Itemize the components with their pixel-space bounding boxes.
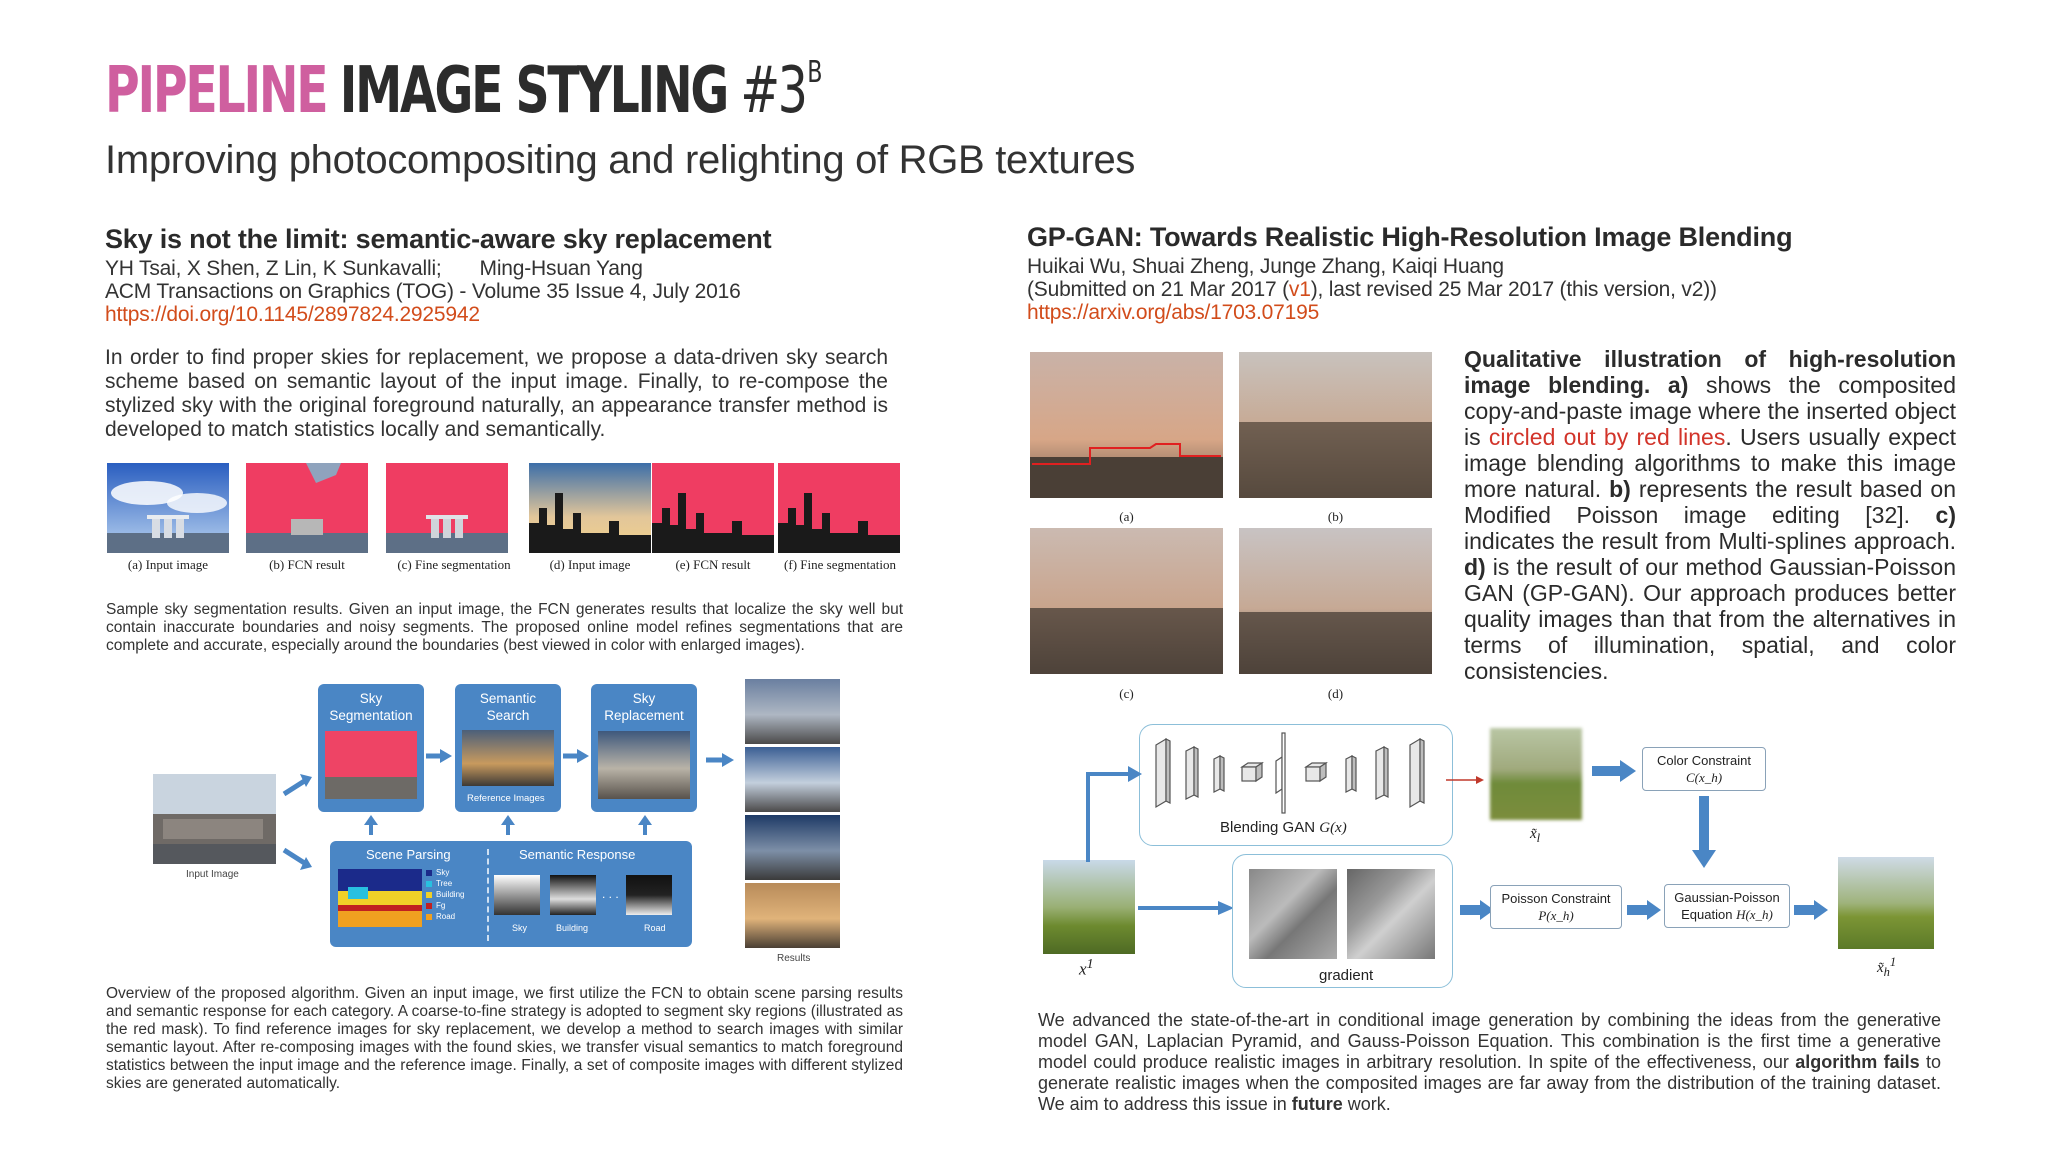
- arrow-x1-to-gradient: [1138, 898, 1236, 918]
- grid-image-c: [1030, 528, 1223, 674]
- up-arrow-3: [637, 815, 653, 835]
- response-road: [626, 875, 672, 915]
- strip-fcn-result-e: [652, 463, 774, 553]
- reference-thumbnails: [462, 730, 554, 786]
- result-image-2: [745, 747, 840, 812]
- strip-input-image-d: [529, 463, 651, 553]
- x-tilde-h-label: $x̃_h^1$: [1877, 955, 1897, 979]
- right-paper-authors: Huikai Wu, Shuai Zheng, Junge Zhang, Kaiqi Huang: [1027, 255, 1504, 278]
- left-paper-title: Sky is not the limit: semantic-aware sky replacement: [105, 224, 772, 254]
- scene-parsing-panel: Scene Parsing Semantic Response Sky Tree Building Fg Road . . . Sky Building Road: [330, 841, 692, 947]
- legend-item: [426, 889, 464, 900]
- strip-label-f: (f) Fine segmentation: [784, 557, 896, 572]
- gradient-box: [1232, 854, 1453, 988]
- result-image-4: [745, 883, 840, 948]
- legend-swatch: [426, 870, 432, 876]
- diagram-input-image: [153, 774, 276, 864]
- left-paper-venue: ACM Transactions on Graphics (TOG) - Volume 35 Issue 4, July 2016: [105, 280, 741, 303]
- scene-legend: [426, 867, 464, 922]
- strip-label-e: (e) FCN result: [675, 557, 751, 572]
- qualitative-description: Qualitative illustration of high-resolution image blending. a) shows the composited copy-and-paste image where the inserted object is circled out by red lines. Users usually expect image blending algorithms to make this image more natural. b) represents the result based on Modified Poisson image editing [32]. c) indicates the result from Multi-splines approach. d) is the result of our method Gaussian-Poisson GAN (GP-GAN). Our approach produces better quality images than that from the alternatives in terms of illumination, spatial, and color consistencies.: [1464, 346, 1957, 684]
- legend-label: Road: [436, 912, 456, 921]
- blending-gan-label: Blending GAN G(x): [1220, 819, 1347, 836]
- v1-link[interactable]: v1: [1288, 278, 1311, 301]
- left-paper-abstract: In order to find proper skies for replacement, we propose a data-driven sky search scheme based on semantic layout of the input image. Finally, to re-compose the stylized sky with the original foreground naturally, an appearance transfer method is developed to match statistics locally and semantically.: [105, 346, 888, 441]
- arrow-to-gp-equation: [1627, 898, 1663, 922]
- grid-label-c: (c): [1119, 686, 1134, 701]
- sky-seg-thumbnail: [325, 731, 417, 799]
- grid-label-a: (a): [1119, 509, 1134, 524]
- grid-image-a: [1030, 352, 1223, 498]
- up-arrow-1: [363, 815, 379, 835]
- strip-fine-segmentation-c: [386, 463, 508, 553]
- gan-output-arrow: [1446, 774, 1486, 786]
- legend-swatch: [426, 914, 432, 920]
- response-building: [550, 875, 596, 915]
- up-arrow-2: [500, 815, 516, 835]
- results-label: Results: [777, 953, 811, 964]
- legend-swatch: [426, 892, 432, 898]
- arrow-x1-to-gan: [1080, 760, 1146, 864]
- title-image-styling: IMAGE STYLING: [339, 54, 728, 128]
- red-highlight-text: circled out by red lines: [1488, 424, 1726, 450]
- right-paper-title: GP-GAN: Towards Realistic High-Resolution Image Blending: [1027, 222, 1793, 252]
- legend-item: [426, 900, 464, 911]
- page-subtitle: Improving photocompositing and relighting of RGB textures: [105, 138, 1136, 182]
- legend-swatch: [426, 881, 432, 887]
- gp-equation-box: Gaussian-Poisson Equation H(x_h): [1664, 884, 1790, 928]
- x-tilde-l-label: $x̃_l$: [1530, 826, 1541, 845]
- strip-label-b: (b) FCN result: [269, 557, 345, 572]
- input-x1-image: [1043, 860, 1135, 954]
- legend-item: [426, 867, 464, 878]
- strip-input-image-a: [107, 463, 229, 553]
- arrow-seg-to-search: [426, 748, 454, 764]
- legend-swatch: [426, 903, 432, 909]
- sky-replacement-thumbnail: [598, 731, 690, 799]
- gradient-image-2: [1347, 869, 1435, 959]
- sky-replacement-box: Sky Replacement: [591, 684, 697, 812]
- page-title: [105, 54, 820, 134]
- strip-fcn-result-b: [246, 463, 368, 553]
- result-image-1: [745, 679, 840, 744]
- semantic-search-box: Semantic Search Reference Images: [455, 684, 561, 812]
- diagram-input-image-label: Input Image: [186, 869, 239, 880]
- legend-label: Sky: [436, 868, 450, 877]
- gradient-image-1: [1249, 869, 1337, 959]
- response-sky: [494, 875, 540, 915]
- arrow-to-color-constraint: [1592, 758, 1638, 784]
- right-paper-arxiv-link[interactable]: https://arxiv.org/abs/1703.07195: [1027, 301, 1320, 324]
- color-constraint-box: Color Constraint C(x_h): [1642, 747, 1766, 791]
- title-number: $\#3^B$: [740, 54, 821, 128]
- arrow-to-output: [1794, 898, 1830, 922]
- high-res-output-image: [1838, 857, 1934, 949]
- strip-label-c: (c) Fine segmentation: [397, 557, 511, 572]
- input-arrows: [280, 770, 316, 870]
- left-paper-authors: YH Tsai, X Shen, Z Lin, K Sunkavalli; Ming-Hsuan Yang: [105, 257, 643, 280]
- result-image-3: [745, 815, 840, 880]
- encoder-decoder-icon: [1150, 731, 1446, 815]
- arrow-to-results: [706, 752, 738, 768]
- legend-label: Tree: [436, 879, 453, 888]
- blending-gan-box: [1139, 724, 1453, 846]
- gradient-label: gradient: [1319, 967, 1374, 984]
- sky-segmentation-box: Sky Segmentation: [318, 684, 424, 812]
- overview-caption: Overview of the proposed algorithm. Given an input image, we first utilize the FCN to obtain scene parsing results and semantic response for each category. A coarse-to-fine strategy is adopted to segment sky regions (illustrated as the red mask). To find reference images for sky replacement, we develop a method to search images with similar semantic layout. After re-composing images with the found skies, we transfer visual semantics to match foreground statistics between the input image and the reference image. Finally, a set of composite images with different stylized skies are generated automatically.: [106, 985, 903, 1092]
- right-paper-submission: (Submitted on 21 Mar 2017 (v1), last revised 25 Mar 2017 (this version, v2)): [1027, 278, 1717, 301]
- legend-item: [426, 911, 464, 922]
- legend-label: Building: [436, 890, 465, 899]
- strip-label-d: (d) Input image: [549, 557, 631, 572]
- legend-label: Fg: [436, 901, 446, 910]
- x1-label: $x^1$: [1079, 956, 1094, 979]
- title-pipeline: PIPELINE: [105, 54, 327, 128]
- grid-label-d: (d): [1327, 686, 1344, 701]
- poisson-constraint-box: Poisson Constraint P(x_h): [1490, 885, 1622, 929]
- grid-image-d: [1239, 528, 1432, 674]
- arrow-search-to-replace: [563, 748, 591, 764]
- arrow-down-to-gp: [1690, 796, 1718, 870]
- scene-parsing-map: [338, 869, 422, 927]
- left-paper-doi-link[interactable]: https://doi.org/10.1145/2897824.2925942: [105, 303, 480, 326]
- segmentation-caption: Sample sky segmentation results. Given an input image, the FCN generates results that localize the sky well but contain inaccurate boundaries and noisy segments. The proposed online model refines segmentations that are complete and accurate, especially around the boundaries (best viewed in color with enlarged images).: [106, 601, 903, 654]
- grid-label-b: (b): [1327, 509, 1344, 524]
- strip-label-a: (a) Input image: [127, 557, 209, 572]
- gp-gan-summary: We advanced the state-of-the-art in conditional image generation by combining the ideas from the generative model GAN, Laplacian Pyramid, and Gauss-Poisson Equation. This combination is the first time a generative model could produce realistic images in arbitrary resolution. In spite of the effectiveness, our algorithm fails to generate realistic images when the composited images are far away from the distribution of the training dataset. We aim to address this issue in future work.: [1038, 1010, 1941, 1114]
- legend-item: [426, 878, 464, 889]
- low-res-output-image: [1490, 728, 1582, 820]
- grid-image-b: [1239, 352, 1432, 498]
- strip-fine-segmentation-f: [778, 463, 900, 553]
